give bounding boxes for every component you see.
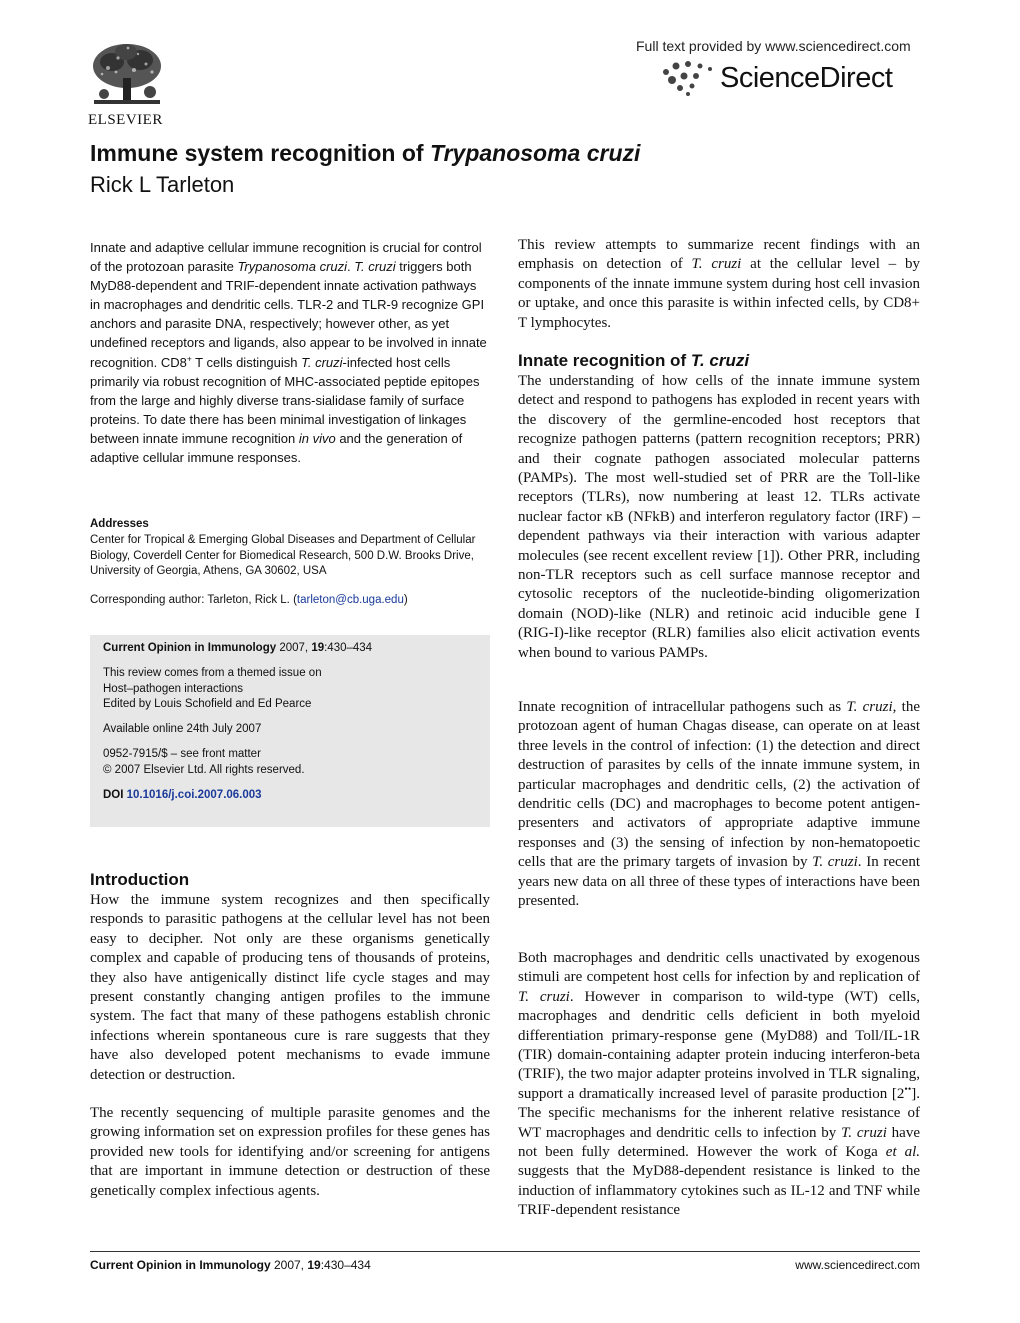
intro-paragraph-1: How the immune system recognizes and then specifically responds to parasitic pathogens at the cellular level has not been easy to decipher. Not only are these organisms genetically complex and capable of producing tens of thousands of proteins, they also have antigenically distinct life cycle stages and may present constantly changing antigen profiles to the immune system. The fact that many of these pathogens establish chronic infections wherein spontaneous cure is rare suggests that they have also developed potent mechanisms to evade immune detection or destruction. bbox=[90, 892, 490, 1083]
citation-line: Current Opinion in Immunology 2007, 19:430–434 bbox=[103, 642, 373, 654]
article-author: Rick L Tarleton bbox=[90, 172, 235, 197]
introduction-heading: Introduction bbox=[90, 870, 190, 889]
innate-paragraph-3: Both macrophages and dendritic cells unactivated by exogenous stimuli are competent host cells for infection by and replication of T. cruzi. However in comparison to wild-type (WT) cells, macrophages and dendritic cells deficient in both myeloid differentiation primary-response gene (MyD88) and Toll/IL-1R (TIR) domain-containing adapter protein inducing interferon-beta (TRIF), the two major adapter proteins involved in TLR signaling, support a dramatically increased level of parasite production [2••]. The specific mechanisms for the inherent relative resistance of WT macrophages and dendritic cells to infection by T. cruzi have not been fully determined. However the work of Koga et al. suggests that the MyD88-dependent resistance is linked to the induction of inflammatory cytokines such as IL-12 and TNF while TRIF-dependent resistance bbox=[518, 950, 920, 1219]
theme-line-1: This review comes from a themed issue on bbox=[103, 666, 322, 679]
intro-paragraph-2: The recently sequencing of multiple parasite genomes and the growing information set on expression profiles for these genes has provided new tools for identifying and/or screening for antigens that are important in immune detection or destruction of these genetically complex infectious agents. bbox=[90, 1105, 490, 1199]
corresponding-author: Corresponding author: Tarleton, Rick L. (tarleton@cb.uga.edu) bbox=[90, 594, 408, 607]
abstract: Innate and adaptive cellular immune recognition is crucial for control of the protozoan parasite Trypanosoma cruzi. T. cruzi triggers both MyD88-dependent and TRIF-dependent innate activation pathways in macrophages and dendritic cells. TLR-2 and TLR-9 recognize GPI anchors and parasite DNA, respectively; however other, as yet undefined receptors and ligands, also appear to be involved in innate recognition. CD8+ T cells distinguish T. cruzi-infected host cells primarily via robust recognition of MHC-associated peptide epitopes from the large and highly diverse trans-sialidase family of surface proteins. To date there has been minimal investigation of linkages between innate immune recognition in vivo and the generation of adaptive cellular immune responses. bbox=[90, 240, 487, 466]
theme-line-2: Host–pathogen interactions bbox=[103, 682, 244, 695]
review-summary-paragraph: This review attempts to summarize recent findings with an emphasis on detection of T. cruzi at the cellular level – by components of the innate immune system during host cell invasion or uptake, and once this parasite is within infected cells, by CD8+ T lymphocytes. bbox=[518, 237, 920, 331]
innate-paragraph-1: The understanding of how cells of the innate immune system detect and respond to pathogens has exploded in recent years with the discovery of the germline-encoded host receptors that recognize pathogen patterns (pattern recognition receptors; PRR) and their cognate pathogen associated molecular patterns (PAMPs). The most well-studied set of PRR are the Toll-like receptors (TLRs), now numbering at least 12. TLRs activate nuclear factor κB (NFkB) and interferon regulatory factor (IRF) –dependent pathways via their interaction with various adapter molecules (see recent excellent review [1]). Other PRR, including non-TLR receptors such as cell surface mannose receptor and cytosolic receptors of the nucleotide-binding oligomerization domain (NOD)-like (NLR) and retinoic acid inducible gene I (RIG-I)-like receptor (RLR) families also elicit activation events when bound to various PAMPs. bbox=[518, 373, 920, 661]
address-text: Center for Tropical & Emerging Global Diseases and Department of Cellular Biology, Coverdell Center for Biomedical Research, 500 D.W. Brooks Drive, University of Georgia, Athens, GA 30602, USA bbox=[90, 533, 476, 578]
footer-divider bbox=[90, 1251, 920, 1252]
addresses bbox=[90, 517, 490, 609]
sciencedirect-logo bbox=[658, 58, 892, 98]
copyright-line: © 2007 Elsevier Ltd. All rights reserved. bbox=[103, 763, 305, 776]
sciencedirect-dots-icon bbox=[658, 58, 718, 98]
addresses-heading: Addresses bbox=[90, 518, 149, 530]
footer-url-link[interactable]: www.sciencedirect.com bbox=[795, 1258, 920, 1272]
doi-line: DOI 10.1016/j.coi.2007.06.003 bbox=[103, 788, 262, 801]
elsevier-tree-icon bbox=[88, 40, 166, 110]
innate-paragraph-2: Innate recognition of intracellular pathogens such as T. cruzi, the protozoan agent of human Chagas disease, can operate on at least three levels in the control of infection: (1) the detection and direct destruction of parasites by cells of the innate immune system, in particular macrophages and dendritic cells, (2) the activation of dendritic cells (DC) and macrophages to become potent antigen-presenters and activators of appropriate adaptive immune responses and (3) the sensing of infection by non-hematopoetic cells that are the primary targets of invasion by T. cruzi. In recent years new data on all three of these types of interactions have been presented. bbox=[518, 699, 920, 910]
elsevier-wordmark: ELSEVIER bbox=[88, 112, 163, 128]
issn-line: 0952-7915/$ – see front matter bbox=[103, 747, 261, 760]
elsevier-logo bbox=[88, 40, 170, 132]
innate-recognition-heading: Innate recognition of T. cruzi bbox=[518, 351, 750, 370]
editors-line: Edited by Louis Schofield and Ed Pearce bbox=[103, 698, 312, 711]
full-text-note: Full text provided by www.sciencedirect.com bbox=[636, 38, 911, 54]
available-online: Available online 24th July 2007 bbox=[103, 723, 262, 736]
introduction-body bbox=[90, 891, 490, 1201]
corresponding-email-link[interactable]: tarleton@cb.uga.edu bbox=[296, 594, 404, 607]
sciencedirect-wordmark: ScienceDirect bbox=[720, 61, 893, 94]
footer-citation: Current Opinion in Immunology 2007, 19:430–434 bbox=[90, 1258, 371, 1272]
article-title: Immune system recognition of Trypanosoma cruzi bbox=[90, 140, 641, 166]
doi-link[interactable]: 10.1016/j.coi.2007.06.003 bbox=[126, 788, 262, 801]
article-info-box bbox=[90, 635, 490, 827]
